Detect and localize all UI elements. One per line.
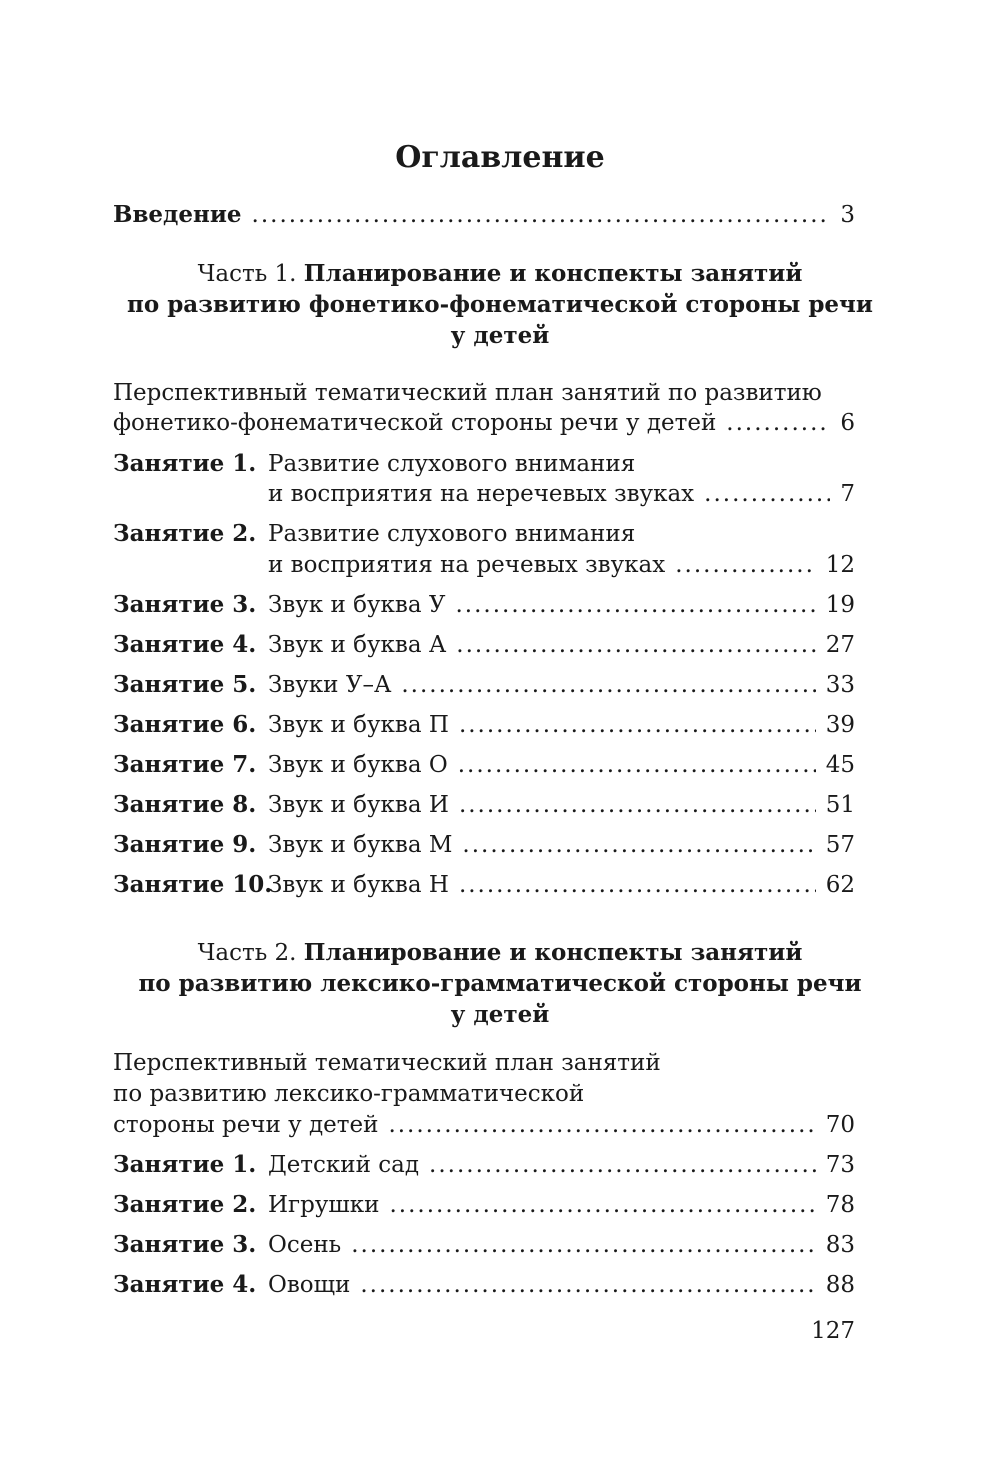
- leader-dots: [675, 550, 816, 580]
- entry-page: 83: [825, 1232, 855, 1258]
- entry-text: Игрушки: [268, 1192, 380, 1218]
- toc-entry-p1-lesson7[interactable]: [113, 750, 855, 780]
- toc-entry-p2-lesson1[interactable]: [113, 1150, 855, 1180]
- entry-page: 19: [825, 592, 855, 618]
- toc-entry-part1-plan[interactable]: [113, 408, 855, 438]
- leader-dots: [459, 870, 816, 900]
- toc-entry-p1-lesson1-line1: [113, 449, 855, 479]
- entry-page: 33: [825, 672, 855, 698]
- toc-entry-p1-lesson9[interactable]: [113, 830, 855, 860]
- leader-dots: [389, 1190, 815, 1220]
- entry-text: Звук и буква Н: [268, 872, 449, 898]
- part1-heading-line3: у детей: [450, 322, 550, 349]
- toc-entry-p1-lesson10[interactable]: [113, 870, 855, 900]
- entry-text: и восприятия на неречевых звуках: [268, 481, 695, 507]
- leader-dots: [726, 408, 830, 438]
- toc-entry-p1-lesson2[interactable]: [113, 550, 855, 580]
- toc-entry-p1-lesson3[interactable]: [113, 590, 855, 620]
- leader-dots: [456, 590, 816, 620]
- part2-plan-line2: по развитию лексико-грамматической: [113, 1081, 585, 1107]
- entry-text: Осень: [268, 1232, 342, 1258]
- entry-page: 27: [825, 632, 855, 658]
- leader-dots: [458, 750, 816, 780]
- leader-dots: [429, 1150, 816, 1180]
- toc-entry-p1-lesson6[interactable]: [113, 710, 855, 740]
- toc-entry-p1-lesson8[interactable]: [113, 790, 855, 820]
- entry-page: 73: [825, 1152, 855, 1178]
- entry-page: 39: [825, 712, 855, 738]
- entry-label: Занятие 5.: [113, 671, 257, 698]
- entry-label: Занятие 6.: [113, 711, 257, 738]
- entry-page: 45: [825, 752, 855, 778]
- entry-label: Занятие 4.: [113, 1271, 257, 1298]
- entry-text: стороны речи у детей: [113, 1112, 379, 1138]
- leader-dots: [252, 200, 831, 230]
- part1-heading-line1: [0, 258, 1000, 290]
- entry-text: Звук и буква У: [268, 592, 446, 618]
- toc-entry-part2-plan[interactable]: [113, 1110, 855, 1140]
- toc-entry-p1-lesson1[interactable]: [113, 479, 855, 509]
- entry-page: 3: [840, 202, 855, 228]
- toc-entry-p2-lesson3[interactable]: [113, 1230, 855, 1260]
- part2-heading-line3: у детей: [450, 1001, 550, 1028]
- part2-prefix: Часть 2.: [197, 940, 297, 966]
- entry-label: Занятие 2.: [113, 1191, 257, 1218]
- entry-label: Занятие 8.: [113, 791, 257, 818]
- entry-label: Занятие 7.: [113, 751, 257, 778]
- entry-text: и восприятия на речевых звуках: [268, 552, 666, 578]
- entry-text: Звук и буква М: [268, 832, 453, 858]
- entry-text: Детский сад: [268, 1152, 420, 1178]
- entry-page: 78: [825, 1192, 855, 1218]
- leader-dots: [462, 830, 815, 860]
- leader-dots: [360, 1270, 815, 1300]
- entry-page: 57: [825, 832, 855, 858]
- entry-label: Занятие 10.: [113, 871, 273, 898]
- page-number: 127: [811, 1318, 855, 1344]
- entry-text: Развитие слухового внимания: [268, 521, 636, 547]
- entry-text: Звук и буква П: [268, 712, 449, 738]
- part2-plan-line1: Перспективный тематический план занятий: [113, 1050, 661, 1076]
- part2-title-line1: Планирование и конспекты занятий: [303, 939, 803, 966]
- entry-label: Занятие 4.: [113, 631, 257, 658]
- entry-text: Овощи: [268, 1272, 351, 1298]
- part1-plan-line1: Перспективный тематический план занятий по развитию: [113, 380, 822, 406]
- toc-entry-p2-lesson4[interactable]: [113, 1270, 855, 1300]
- entry-text: Звук и буква И: [268, 792, 449, 818]
- part1-prefix: Часть 1.: [197, 261, 297, 287]
- entry-page: 7: [840, 481, 855, 507]
- entry-page: 62: [825, 872, 855, 898]
- toc-entry-intro[interactable]: [113, 200, 855, 230]
- entry-label: Занятие 1.: [113, 450, 257, 477]
- page-title: Оглавление: [395, 140, 605, 175]
- entry-page: 88: [825, 1272, 855, 1298]
- entry-page: 12: [825, 552, 855, 578]
- entry-label: Занятие 3.: [113, 591, 257, 618]
- part1-heading-line2: по развитию фонетико-фонематической стороны речи: [127, 291, 873, 318]
- entry-text: фонетико-фонематической стороны речи у детей: [113, 410, 717, 436]
- leader-dots: [459, 790, 816, 820]
- entry-text: Звуки У–А: [268, 672, 392, 698]
- entry-text: Развитие слухового внимания: [268, 451, 636, 477]
- entry-page: 6: [840, 410, 855, 436]
- entry-label: Занятие 1.: [113, 1151, 257, 1178]
- leader-dots: [388, 1110, 815, 1140]
- entry-label: Введение: [113, 201, 242, 228]
- leader-dots: [351, 1230, 816, 1260]
- entry-label: Занятие 9.: [113, 831, 257, 858]
- entry-page: 70: [825, 1112, 855, 1138]
- part2-heading-line1: [0, 937, 1000, 969]
- toc-entry-p2-lesson2[interactable]: [113, 1190, 855, 1220]
- entry-label: Занятие 3.: [113, 1231, 257, 1258]
- entry-text: Звук и буква А: [268, 632, 447, 658]
- leader-dots: [456, 630, 815, 660]
- part2-heading-line2: по развитию лексико-грамматической стороны речи: [138, 970, 862, 997]
- toc-entry-p1-lesson2-line1: [113, 519, 855, 549]
- entry-text: Звук и буква О: [268, 752, 448, 778]
- leader-dots: [704, 479, 830, 509]
- part1-title-line1: Планирование и конспекты занятий: [303, 260, 803, 287]
- entry-page: 51: [825, 792, 855, 818]
- toc-entry-p1-lesson5[interactable]: [113, 670, 855, 700]
- leader-dots: [459, 710, 816, 740]
- leader-dots: [401, 670, 815, 700]
- entry-label: Занятие 2.: [113, 520, 257, 547]
- toc-entry-p1-lesson4[interactable]: [113, 630, 855, 660]
